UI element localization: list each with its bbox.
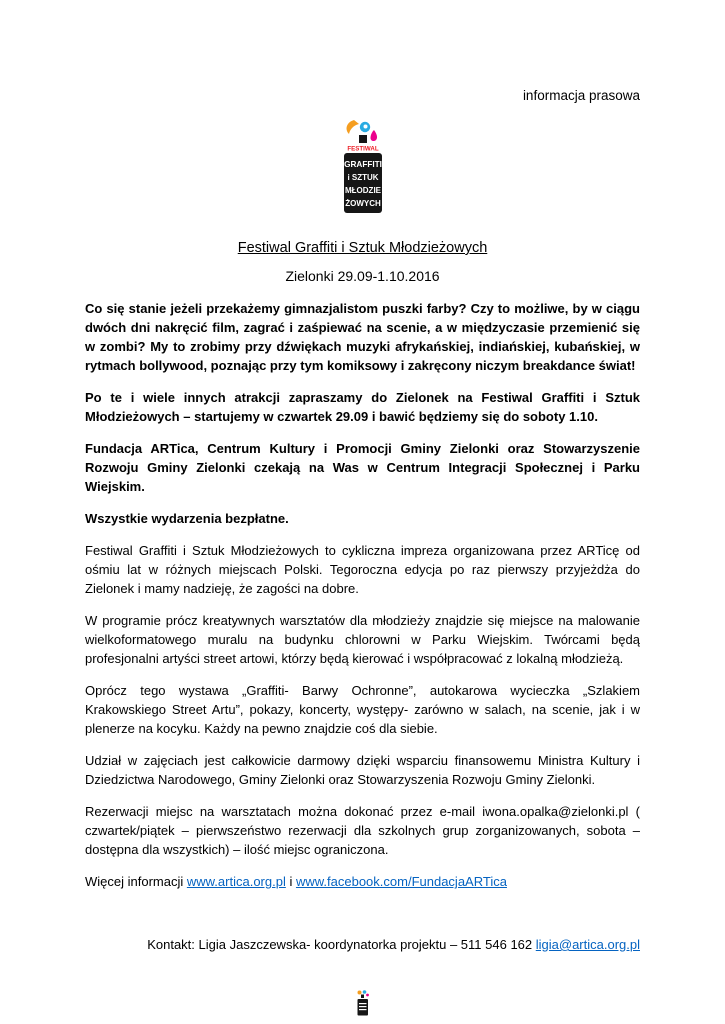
reservations-paragraph: Rezerwacji miejsc na warsztatach można dokonać przez e-mail iwona.opalka@zielonki.pl ( czwartek/piątek – pierwszeństwo rezerwacji dla szkolnych grup zorganizowanych, sobota – dostępna dla wszystkich) – ilość miejsc ograniczona. [85, 804, 640, 857]
facebook-page-link[interactable]: www.facebook.com/FundacjaARTica [295, 874, 507, 889]
pink-drop-icon [370, 130, 377, 141]
more-info-paragraph [85, 872, 640, 891]
page-title: Festiwal Graffiti i Sztuk Młodzieżowych [237, 240, 488, 256]
spray-can-logo-icon [334, 119, 392, 215]
mini-can-text-mark-2 [359, 1006, 367, 1007]
festival-logo-small [0, 990, 725, 1016]
contact-email-link[interactable]: ligia@artica.org.pl [535, 937, 640, 952]
mini-pink-drop [366, 994, 369, 997]
mini-can-body [357, 999, 368, 1016]
logo-line-1: GRAFFITI [343, 160, 382, 169]
mini-blue-splash [362, 990, 366, 994]
blue-splash-hole [363, 125, 367, 129]
mini-can-text-mark-1 [359, 1003, 367, 1004]
festival-logo [85, 119, 640, 215]
spray-nozzle [359, 135, 367, 143]
more-info-prefix: Więcej informacji [85, 874, 187, 889]
program-paragraph: W programie prócz kreatywnych warsztatów dla młodzieży znajdzie się miejsce na malowanie wielkoformatowego muralu na budynku chlorowni w Parku Wiejskim. Twórcami będą profesjonalni artyści street artowi, którzy będą kierować i współpracować z lokalną młodzieżą. [85, 613, 640, 666]
funding-paragraph: Udział w zajęciach jest całkowicie darmowy dzięki wsparciu finansowemu Ministra Kultury i Dziedzictwa Narodowego, Gminy Zielonki oraz Stowarzyszenia Rozwoju Gminy Zielonki. [85, 753, 640, 787]
logo-line-4: ŻOWYCH [344, 199, 381, 208]
document-type-label: informacja prasowa [522, 88, 640, 103]
logo-line-3: MŁODZIE [344, 186, 381, 195]
organizers-paragraph: Fundacja ARTica, Centrum Kultury i Promocji Gminy Zielonki oraz Stowarzyszenie Rozwoju Gminy Zielonki czekają na Was w Centrum Integracji Społecznej i Parku Wiejskim. [85, 441, 640, 494]
history-paragraph: Festiwal Graffiti i Sztuk Młodzieżowych to cykliczna impreza organizowana przez ARTicę od ośmiu lat w różnych miejscach Polski. Tegoroczna edycja po raz pierwszy przyjeżdża do Zielonek i mamy nadzieję, że zagości na dobre. [85, 543, 640, 596]
logo-line-2: i SZTUK [346, 173, 379, 182]
intro-paragraph: Co się stanie jeżeli przekażemy gimnazjalistom puszki farby? Czy to możliwe, by w ciągu dwóch dni nakręcić film, zagrać i zaśpiewać na scenie, a w międzyczasie przemienić się w zombi? My to zrobimy przy dźwiękach muzyki afrykańskiej, indiańskiej, kubańskiej, w rytmach bollywood, poznając przy tym komiksowy i zakręcony niczym breakdance świat! [85, 301, 640, 373]
more-info-separator: i [285, 874, 296, 889]
mini-orange-splash [357, 991, 361, 995]
invitation-paragraph: Po te i wiele innych atrakcji zapraszamy do Zielonek na Festiwal Graffiti i Sztuk Młodzieżowych – startujemy w czwartek 29.09 i bawić będziemy się do soboty 1.10. [85, 390, 640, 424]
logo-festiwal-text: FESTIWAL [346, 145, 379, 153]
orange-splash-icon [346, 120, 358, 134]
event-date-subtitle: Zielonki 29.09-1.10.2016 [285, 268, 440, 284]
mini-can-text-mark-3 [359, 1009, 367, 1010]
artica-website-link[interactable]: www.artica.org.pl [186, 874, 286, 889]
contact-text: Kontakt: Ligia Jaszczewska- koordynatorka projektu – 511 546 162 [147, 937, 536, 952]
attractions-paragraph: Oprócz tego wystawa „Graffiti- Barwy Ochronne”, autokarowa wycieczka „Szlakiem Krakowskiego Street Artu”, pokazy, koncerty, występy- zarówno w salach, na scenie, jak i w plenerze na kocyku. Każdy na pewno znajdzie coś dla siebie. [85, 683, 640, 736]
mini-nozzle [361, 995, 364, 999]
contact-line [85, 935, 640, 954]
free-events-paragraph: Wszystkie wydarzenia bezpłatne. [85, 511, 289, 526]
spray-can-mini-icon [355, 990, 371, 1016]
